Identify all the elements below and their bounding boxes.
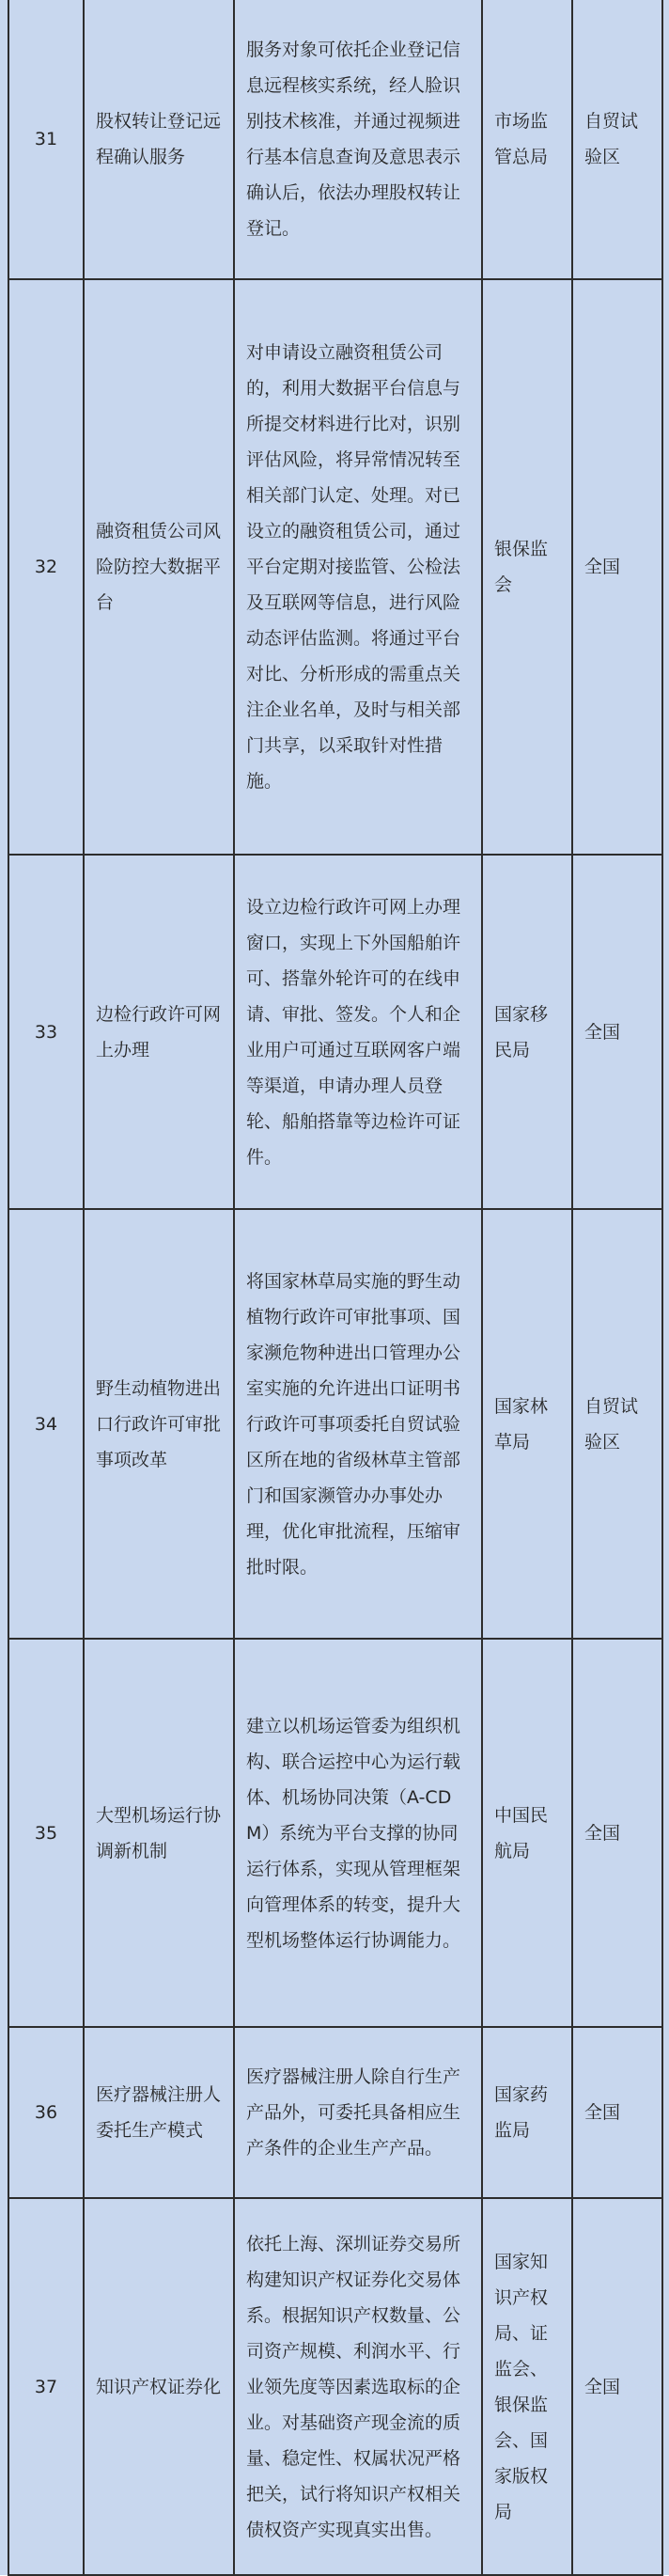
row-number: 36 [8,2027,84,2198]
table-row [8,2198,662,2575]
measure-description: 服务对象可依托企业登记信息远程核实系统，经人脸识别技术核准，并通过视频进行基本信息查询及意思表示确认后，依法办理股权转让登记。 [234,0,482,279]
measure-description: 对申请设立融资租赁公司的，利用大数据平台信息与所提交材料进行比对，识别评估风险，将异常情况转至相关部门认定、处理。对已设立的融资租赁公司，通过平台定期对接监管、公检法及互联网等信息，进行风险动态评估监测。将通过平台对比、分析形成的需重点关注企业名单，及时与相关部门共享，以采取针对性措施。 [234,279,482,855]
table-row [8,0,662,279]
application-scope: 全国 [572,2027,662,2198]
responsible-department: 市场监管总局 [482,0,572,279]
measure-description: 设立边检行政许可网上办理窗口，实现上下外国船舶许可、搭靠外轮许可的在线申请、审批、签发。个人和企业用户可通过互联网客户端等渠道，申请办理人员登轮、船舶搭靠等边检许可证件。 [234,855,482,1209]
row-number: 32 [8,279,84,855]
row-number: 33 [8,855,84,1209]
application-scope: 全国 [572,2198,662,2575]
responsible-department: 国家林草局 [482,1209,572,1639]
application-scope: 全国 [572,855,662,1209]
application-scope: 自贸试验区 [572,0,662,279]
measure-description: 建立以机场运管委为组织机构、联合运控中心为运行载体、机场协同决策（A-CDM）系统为平台支撑的协同运行体系，实现从管理框架向管理体系的转变，提升大型机场整体运行协调能力。 [234,1639,482,2027]
measure-name: 知识产权证券化 [84,2198,234,2575]
row-number: 34 [8,1209,84,1639]
application-scope: 全国 [572,279,662,855]
measure-name: 野生动植物进出口行政许可审批事项改革 [84,1209,234,1639]
responsible-department: 中国民航局 [482,1639,572,2027]
row-number: 31 [8,0,84,279]
measure-name: 股权转让登记远程确认服务 [84,0,234,279]
measure-name: 大型机场运行协调新机制 [84,1639,234,2027]
measure-name: 边检行政许可网上办理 [84,855,234,1209]
measure-description: 依托上海、深圳证券交易所构建知识产权证券化交易体系。根据知识产权数量、公司资产规模、利润水平、行业领先度等因素选取标的企业。对基础资产现金流的质量、稳定性、权属状况严格把关，试行将知识产权相关债权资产实现真实出售。 [234,2198,482,2575]
table-row [8,855,662,1209]
policy-table [8,0,663,2576]
table-row [8,1639,662,2027]
row-number: 37 [8,2198,84,2575]
measure-description: 将国家林草局实施的野生动植物行政许可审批事项、国家濒危物种进出口管理办公室实施的允许进出口证明书行政许可事项委托自贸试验区所在地的省级林草主管部门和国家濒管办办事处办理，优化审批流程，压缩审批时限。 [234,1209,482,1639]
application-scope: 自贸试验区 [572,1209,662,1639]
application-scope: 全国 [572,1639,662,2027]
measure-description: 医疗器械注册人除自行生产产品外，可委托具备相应生产条件的企业生产产品。 [234,2027,482,2198]
row-number: 35 [8,1639,84,2027]
responsible-department: 国家移民局 [482,855,572,1209]
measure-name: 医疗器械注册人委托生产模式 [84,2027,234,2198]
responsible-department: 国家知识产权局、证监会、银保监会、国家版权局 [482,2198,572,2575]
responsible-department: 国家药监局 [482,2027,572,2198]
responsible-department: 银保监会 [482,279,572,855]
table-row [8,279,662,855]
measure-name: 融资租赁公司风险防控大数据平台 [84,279,234,855]
table-row [8,1209,662,1639]
table-row [8,2027,662,2198]
